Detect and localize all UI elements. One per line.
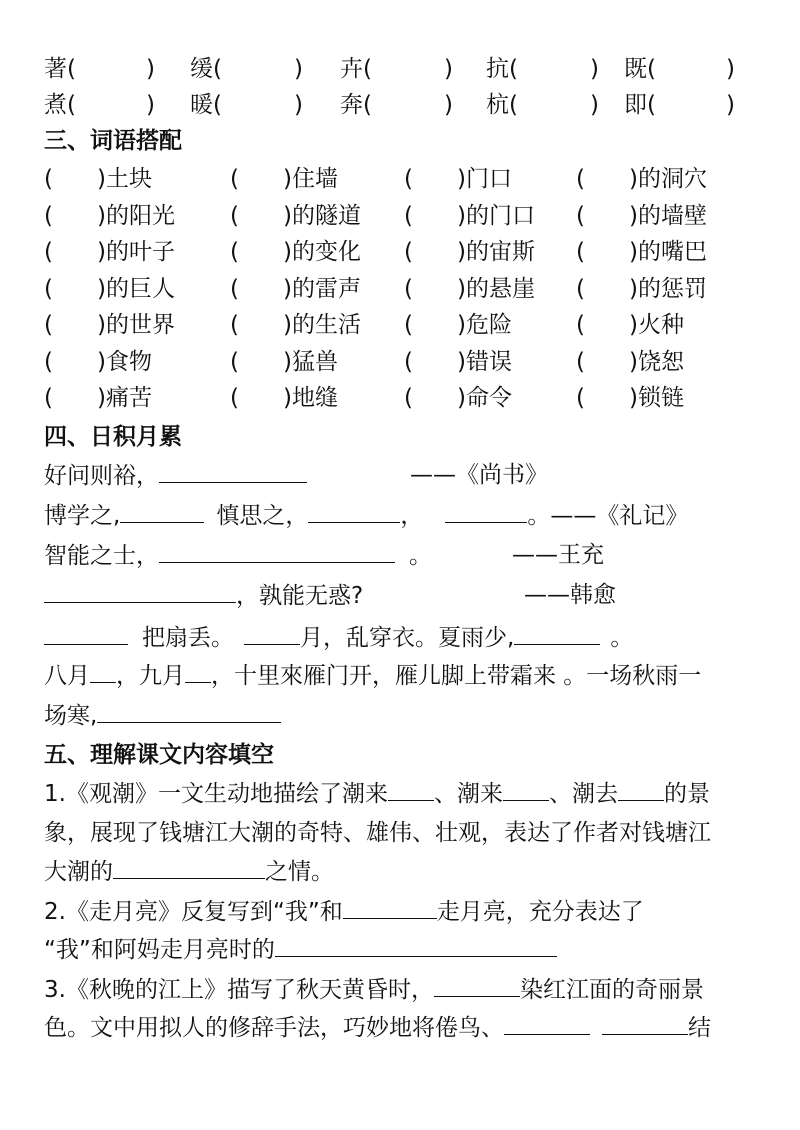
paren-open: (	[67, 56, 76, 82]
word-pair-text: 的宙斯	[465, 239, 535, 265]
question-text: 2.《走月亮》反复写到“我”和	[44, 899, 343, 925]
answer-blank[interactable]	[97, 698, 281, 723]
answer-blank[interactable]	[244, 620, 300, 645]
quote-text: ，	[400, 503, 424, 529]
paren-close: )	[456, 385, 466, 411]
question-text: 大潮的	[44, 859, 113, 885]
word-pair-item	[576, 199, 707, 233]
word-pair-text: 痛苦	[105, 385, 152, 411]
paren-open: (	[404, 385, 413, 411]
question-text: 走月亮，充分表达了	[436, 899, 644, 925]
paren-open: (	[404, 348, 413, 375]
paren-close: )	[628, 312, 638, 338]
question-text: 结	[688, 1015, 711, 1041]
question-text: “我”和阿妈走月亮时的	[44, 937, 275, 963]
word-pair-item	[44, 199, 175, 233]
answer-blank[interactable]	[503, 776, 549, 801]
word-pair-item	[230, 345, 338, 379]
paren-close: )	[282, 348, 292, 375]
word-pair-text: 的墙壁	[637, 202, 707, 229]
answer-blank[interactable]	[618, 776, 664, 801]
paren-open: (	[44, 312, 53, 338]
char: 杭	[486, 92, 509, 118]
answer-blank[interactable]	[602, 1010, 688, 1035]
word-pair-text: 的阳光	[105, 202, 175, 229]
word-pair-text: 地缝	[291, 385, 338, 411]
word-pair-text: 危险	[465, 312, 512, 338]
quote-text: 智能之士，	[44, 543, 159, 569]
paren-close: )	[96, 348, 106, 375]
word-pair-text: 的生活	[291, 312, 361, 338]
word-pair-item	[404, 308, 512, 342]
word-pair-item	[576, 272, 707, 306]
char-item	[190, 88, 303, 122]
answer-blank[interactable]	[445, 498, 527, 523]
word-pair-item	[404, 381, 512, 415]
word-pair-item	[230, 199, 361, 233]
paren-open: (	[230, 166, 239, 192]
quote-line-3	[44, 538, 432, 572]
paren-open: (	[404, 166, 413, 192]
proverb-line-1	[44, 620, 633, 654]
paren-close: )	[589, 92, 599, 118]
word-pair-item	[576, 162, 707, 196]
paren-close: )	[282, 275, 292, 302]
q3-line-2	[44, 1010, 711, 1044]
paren-close: )	[589, 56, 599, 82]
paren-open: (	[230, 275, 239, 302]
word-pair-item	[44, 381, 152, 415]
answer-blank[interactable]	[159, 538, 395, 563]
answer-blank[interactable]	[388, 776, 434, 801]
paren-close: )	[628, 202, 638, 229]
char: 抗	[486, 56, 509, 82]
paren-close: )	[96, 385, 106, 411]
paren-open: (	[576, 312, 585, 338]
quote-source-4: ——韩愈	[524, 582, 616, 608]
word-pair-item	[44, 345, 152, 379]
answer-blank[interactable]	[90, 658, 116, 683]
paren-open: (	[44, 202, 53, 229]
quote-text: 。——《礼记》	[527, 503, 689, 529]
section-heading-5: 五、理解课文内容填空	[44, 742, 274, 768]
section-heading-3: 三、词语搭配	[44, 128, 182, 154]
char: 即	[624, 92, 647, 118]
char-item	[190, 52, 303, 86]
answer-blank[interactable]	[434, 972, 520, 997]
char-item	[340, 88, 453, 122]
word-pair-text: 的叶子	[105, 239, 175, 265]
paren-close: )	[628, 239, 638, 265]
answer-blank[interactable]	[44, 578, 236, 603]
paren-open: (	[576, 348, 585, 375]
answer-blank[interactable]	[44, 620, 128, 645]
paren-close: )	[293, 56, 303, 82]
proverb-text: 。	[610, 625, 634, 651]
paren-close: )	[443, 56, 453, 82]
paren-close: )	[456, 348, 466, 375]
proverb-text: ，十里來雁门开，雁儿脚上带霜来 。一场秋雨一	[211, 663, 702, 689]
quote-text: 博学之,	[44, 503, 121, 529]
word-pair-item	[576, 235, 707, 269]
paren-close: )	[443, 92, 453, 118]
paren-close: )	[282, 239, 292, 265]
paren-close: )	[628, 348, 638, 375]
quote-text: 。	[409, 543, 432, 569]
word-pair-text: 门口	[465, 166, 512, 192]
paren-close: )	[456, 202, 466, 229]
word-pair-text: 住墙	[291, 166, 338, 192]
word-pair-item	[230, 272, 361, 306]
char: 奔	[340, 92, 363, 118]
char-item	[44, 88, 155, 122]
paren-close: )	[293, 92, 303, 118]
char: 暖	[190, 92, 213, 118]
word-pair-text: 的洞穴	[637, 166, 707, 192]
paren-open: (	[230, 385, 239, 411]
paren-close: )	[456, 239, 466, 265]
word-pair-item	[404, 199, 535, 233]
answer-blank[interactable]	[514, 620, 600, 645]
q1-line-3	[44, 854, 334, 888]
paren-close: )	[145, 92, 155, 118]
question-text: 3.《秋晚的江上》描写了秋天黄昏时，	[44, 977, 434, 1003]
proverb-text: ，九月	[116, 663, 185, 689]
word-pair-text: 猛兽	[291, 348, 338, 375]
paren-open: (	[44, 166, 53, 192]
quote-line-2	[44, 498, 688, 532]
paren-close: )	[96, 312, 106, 338]
word-pair-item	[230, 235, 361, 269]
proverb-text: 八月	[44, 663, 90, 689]
word-pair-text: 火种	[637, 312, 684, 338]
paren-close: )	[282, 312, 292, 338]
proverb-text: 场寒,	[44, 703, 98, 729]
paren-close: )	[145, 56, 155, 82]
word-pair-text: 的惩罚	[637, 275, 707, 302]
question-text: 色。文中用拟人的修辞手法，巧妙地将倦鸟、	[44, 1015, 504, 1041]
word-pair-text: 的雷声	[291, 275, 361, 302]
paren-close: )	[282, 202, 292, 229]
question-text: 之情。	[265, 859, 334, 885]
paren-open: (	[576, 385, 585, 411]
word-pair-text: 错误	[465, 348, 512, 375]
paren-open: (	[213, 92, 222, 118]
paren-open: (	[230, 239, 239, 265]
word-pair-text: 饶恕	[637, 348, 684, 375]
paren-open: (	[404, 275, 413, 302]
quote-line-1	[44, 458, 307, 492]
word-pair-item	[230, 162, 338, 196]
q1-line-2: 象，展现了钱塘江大潮的奇特、雄伟、壮观，表达了作者对钱塘江	[44, 820, 711, 846]
word-pair-text: 命令	[465, 385, 512, 411]
proverb-text: 月	[300, 625, 323, 651]
paren-open: (	[230, 202, 239, 229]
quote-line-4	[44, 578, 363, 612]
answer-blank[interactable]	[113, 854, 265, 879]
answer-blank[interactable]	[308, 498, 400, 523]
question-text: 的景	[663, 781, 710, 807]
char: 著	[44, 56, 67, 82]
char: 缓	[190, 56, 213, 82]
paren-close: )	[282, 166, 292, 192]
paren-open: (	[44, 385, 53, 411]
word-pair-text: 的隧道	[291, 202, 361, 229]
paren-open: (	[647, 56, 656, 82]
q2-line-2	[44, 932, 557, 966]
word-pair-text: 的嘴巴	[637, 239, 707, 265]
question-text: 1.《观潮》一文生动地描绘了潮来	[44, 781, 388, 807]
paren-open: (	[44, 239, 53, 265]
q2-line-1	[44, 894, 644, 928]
proverb-text: ，乱穿衣。夏雨少,	[323, 625, 515, 651]
word-pair-item	[44, 162, 152, 196]
paren-open: (	[363, 56, 372, 82]
char-item	[340, 52, 453, 86]
char-item	[624, 52, 735, 86]
proverb-text: 把扇丢。	[142, 625, 234, 651]
word-pair-item	[44, 235, 175, 269]
word-pair-text: 的巨人	[105, 275, 175, 302]
question-text: 、潮来	[433, 781, 503, 807]
word-pair-text: 锁链	[637, 385, 684, 411]
answer-blank[interactable]	[185, 658, 211, 683]
word-pair-text: 的变化	[291, 239, 361, 265]
paren-close: )	[628, 385, 638, 411]
paren-open: (	[647, 92, 656, 118]
word-pair-item	[404, 162, 512, 196]
paren-open: (	[230, 348, 239, 375]
answer-blank[interactable]	[159, 458, 307, 483]
paren-open: (	[44, 348, 53, 375]
answer-blank[interactable]	[343, 894, 437, 919]
paren-open: (	[404, 239, 413, 265]
char-item	[44, 52, 155, 86]
word-pair-item	[230, 308, 361, 342]
word-pair-item	[404, 235, 535, 269]
char: 煮	[44, 92, 67, 118]
word-pair-item	[230, 381, 338, 415]
paren-open: (	[213, 56, 222, 82]
q1-line-1	[44, 776, 710, 810]
paren-close: )	[456, 275, 466, 302]
paren-close: )	[96, 166, 106, 192]
word-pair-item	[44, 308, 175, 342]
char-item	[624, 88, 735, 122]
question-text: 染红江面的奇丽景	[519, 977, 704, 1003]
paren-open: (	[509, 92, 518, 118]
quote-text: 好问则裕，	[44, 463, 159, 489]
paren-open: (	[576, 166, 585, 192]
answer-blank[interactable]	[504, 1010, 590, 1035]
paren-open: (	[44, 275, 53, 302]
paren-close: )	[96, 239, 106, 265]
word-pair-text: 土块	[105, 166, 152, 192]
char: 卉	[340, 56, 363, 82]
paren-open: (	[576, 275, 585, 302]
quote-text: 慎思之，	[216, 503, 309, 529]
char-item	[486, 88, 599, 122]
word-pair-item	[404, 345, 512, 379]
quote-text: ，孰能无惑?	[236, 583, 364, 609]
q3-line-1	[44, 972, 704, 1006]
proverb-line-3	[44, 698, 281, 732]
quote-source-1: ——《尚书》	[410, 462, 548, 488]
word-pair-item	[576, 345, 684, 379]
paren-close: )	[456, 312, 466, 338]
question-text: 、潮去	[548, 781, 618, 807]
char: 既	[624, 56, 647, 82]
quote-source-3: ——王充	[512, 542, 604, 568]
answer-blank[interactable]	[275, 932, 557, 957]
paren-close: )	[628, 275, 638, 302]
word-pair-text: 的世界	[105, 312, 175, 338]
paren-close: )	[282, 385, 292, 411]
paren-close: )	[725, 92, 735, 118]
paren-close: )	[456, 166, 466, 192]
paren-open: (	[230, 312, 239, 338]
word-pair-text: 的悬崖	[465, 275, 535, 302]
paren-close: )	[725, 56, 735, 82]
word-pair-text: 食物	[105, 348, 152, 375]
word-pair-item	[576, 381, 684, 415]
word-pair-item	[44, 272, 175, 306]
section-heading-4: 四、日积月累	[44, 424, 182, 450]
answer-blank[interactable]	[120, 498, 204, 523]
char-item	[486, 52, 599, 86]
paren-close: )	[628, 166, 638, 192]
paren-close: )	[96, 275, 106, 302]
paren-open: (	[576, 202, 585, 229]
word-pair-text: 的门口	[465, 202, 535, 229]
paren-open: (	[509, 56, 518, 82]
paren-open: (	[404, 312, 413, 338]
paren-open: (	[67, 92, 76, 118]
paren-open: (	[576, 239, 585, 265]
paren-open: (	[404, 202, 413, 229]
word-pair-item	[404, 272, 535, 306]
proverb-line-2	[44, 658, 701, 692]
paren-open: (	[363, 92, 372, 118]
word-pair-item	[576, 308, 684, 342]
paren-close: )	[96, 202, 106, 229]
